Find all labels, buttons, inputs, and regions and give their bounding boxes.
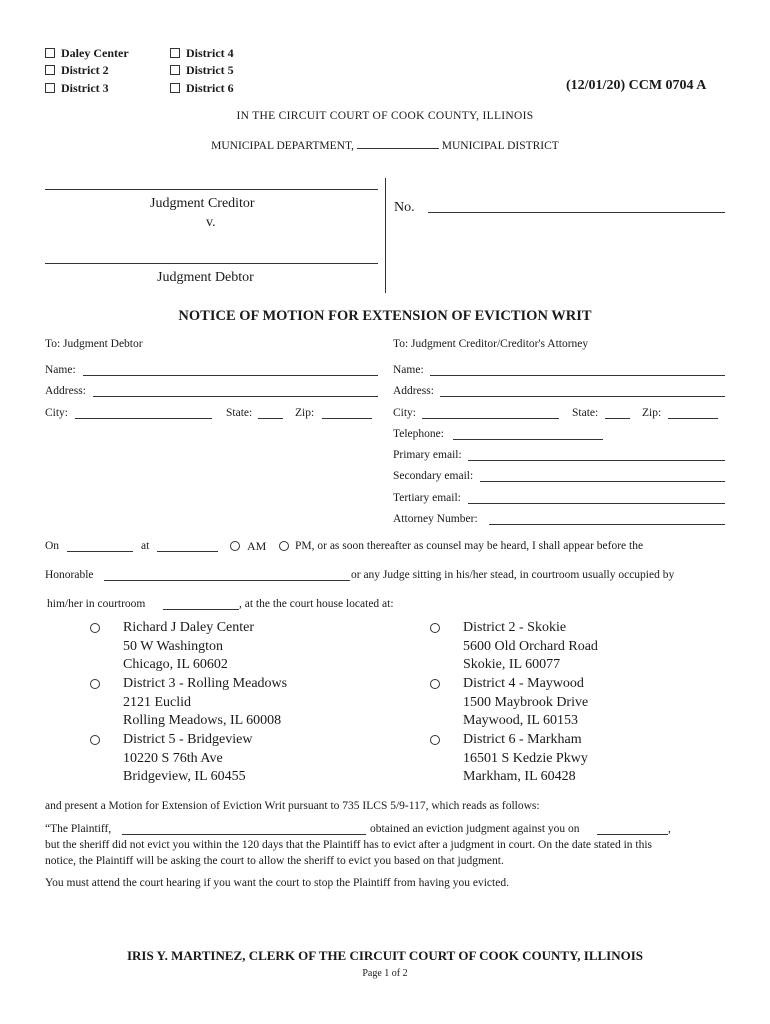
debtor-zip-field[interactable]: [322, 418, 372, 419]
attend-text: You must attend the court hearing if you want the court to stop the Plaintiff from having you evicted.: [45, 877, 509, 889]
telephone-label: Telephone:: [393, 428, 444, 440]
courthouse-radio-daley[interactable]: [90, 623, 100, 633]
judgment-date-field[interactable]: [597, 834, 668, 835]
versus-label: v.: [206, 215, 216, 230]
court-title: IN THE CIRCUIT COURT OF COOK COUNTY, ILLINOIS: [236, 110, 534, 122]
creditor-city-field[interactable]: [422, 418, 559, 419]
creditor-address-field[interactable]: [440, 396, 725, 397]
checkbox-district-4[interactable]: District 4: [170, 46, 234, 61]
checkbox-district-6[interactable]: District 6: [170, 81, 234, 96]
courthouse-rolling-meadows: District 3 - Rolling Meadows 2121 Euclid Rolling Meadows, IL 60008: [123, 676, 288, 728]
telephone-field[interactable]: [453, 439, 603, 440]
debtor-name-label: Name:: [45, 364, 76, 376]
case-number-field[interactable]: [428, 212, 725, 213]
creditor-line[interactable]: [45, 189, 378, 190]
courthouse-text: , at the the court house located at:: [239, 598, 394, 610]
debtor-line[interactable]: [45, 263, 378, 264]
clerk-footer: IRIS Y. MARTINEZ, CLERK OF THE CIRCUIT COURT OF COOK COUNTY, ILLINOIS: [126, 948, 644, 963]
form-code: (12/01/20) CCM 0704 A: [566, 78, 707, 93]
debtor-name-field[interactable]: [83, 375, 378, 376]
courthouse-radio-rolling-meadows[interactable]: [90, 679, 100, 689]
secondary-email-label: Secondary email:: [393, 470, 474, 482]
pm-radio[interactable]: [279, 541, 289, 551]
on-label: On: [45, 540, 60, 552]
am-radio[interactable]: [230, 541, 240, 551]
secondary-email-field[interactable]: [480, 481, 725, 482]
honorable-label: Honorable: [45, 569, 94, 581]
courthouse-maywood: District 4 - Maywood 1500 Maybrook Drive Maywood, IL 60153: [463, 676, 589, 728]
caption-divider: [385, 178, 386, 293]
at-label: at: [141, 540, 150, 552]
quote-mid: obtained an eviction judgment against you on: [370, 823, 580, 835]
primary-email-label: Primary email:: [393, 449, 462, 461]
courthouse-radio-bridgeview[interactable]: [90, 735, 100, 745]
debtor-address-field[interactable]: [93, 396, 378, 397]
courthouse-markham: District 6 - Markham 16501 S Kedzie Pkwy Markham, IL 60428: [463, 732, 588, 784]
tertiary-email-label: Tertiary email:: [393, 492, 461, 504]
quote-line-3: notice, the Plaintiff will be asking the court to allow the sheriff to evict you based on that judgment.: [45, 855, 504, 867]
checkbox-district-2[interactable]: District 2: [45, 63, 109, 78]
checkbox-box[interactable]: [170, 83, 180, 93]
to-creditor-label: To: Judgment Creditor/Creditor's Attorney: [393, 338, 589, 350]
attorney-number-field[interactable]: [489, 524, 725, 525]
courthouse-bridgeview: District 5 - Bridgeview 10220 S 76th Ave Bridgeview, IL 60455: [123, 732, 253, 784]
to-debtor-label: To: Judgment Debtor: [45, 338, 143, 350]
checkbox-box[interactable]: [45, 83, 55, 93]
checkbox-district-3[interactable]: District 3: [45, 81, 109, 96]
primary-email-field[interactable]: [468, 460, 725, 461]
creditor-zip-field[interactable]: [668, 418, 718, 419]
courthouse-daley: Richard J Daley Center 50 W Washington Chicago, IL 60602: [123, 620, 255, 672]
creditor-state-field[interactable]: [605, 418, 630, 419]
judge-name-field[interactable]: [104, 580, 350, 581]
courthouse-skokie: District 2 - Skokie 5600 Old Orchard Road Skokie, IL 60077: [463, 620, 598, 672]
notice-title: NOTICE OF MOTION FOR EXTENSION OF EVICTION WRIT: [178, 308, 592, 324]
page-number: Page 1 of 2: [362, 968, 408, 979]
department-line: MUNICIPAL DEPARTMENT, MUNICIPAL DISTRICT: [0, 137, 770, 152]
creditor-address-label: Address:: [393, 385, 434, 397]
checkbox-box[interactable]: [170, 65, 180, 75]
debtor-state-field[interactable]: [258, 418, 283, 419]
attorney-number-label: Attorney Number:: [393, 513, 478, 525]
district-field[interactable]: [357, 137, 439, 149]
checkbox-district-5[interactable]: District 5: [170, 63, 234, 78]
judgment-creditor-label: Judgment Creditor: [150, 196, 255, 211]
checkbox-box[interactable]: [45, 48, 55, 58]
courthouse-radio-markham[interactable]: [430, 735, 440, 745]
present-text: and present a Motion for Extension of Eviction Writ pursuant to 735 ILCS 5/9-117, which reads as follows:: [45, 800, 540, 812]
checkbox-box[interactable]: [170, 48, 180, 58]
courtroom-field[interactable]: [163, 609, 239, 610]
debtor-city-label: City:: [45, 407, 69, 419]
hearing-time-field[interactable]: [157, 551, 218, 552]
debtor-city-field[interactable]: [75, 418, 212, 419]
creditor-zip-label: Zip:: [642, 407, 662, 419]
courthouse-radio-skokie[interactable]: [430, 623, 440, 633]
quote-line-2: but the sheriff did not evict you within the 120 days that the Plaintiff has to evict after a judgment in court. On the date stated in this: [45, 839, 653, 851]
creditor-city-label: City:: [393, 407, 417, 419]
courtroom-label: him/her in courtroom: [47, 598, 146, 610]
debtor-address-label: Address:: [45, 385, 86, 397]
courthouse-radio-maywood[interactable]: [430, 679, 440, 689]
creditor-name-field[interactable]: [430, 375, 725, 376]
debtor-zip-label: Zip:: [295, 407, 315, 419]
judge-text: or any Judge sitting in his/her stead, in courtroom usually occupied by: [351, 569, 675, 581]
creditor-name-label: Name:: [393, 364, 424, 376]
case-number-label: No.: [394, 200, 415, 215]
plaintiff-name-field[interactable]: [122, 834, 366, 835]
am-label: AM: [247, 539, 267, 553]
judgment-debtor-label: Judgment Debtor: [157, 270, 254, 285]
tertiary-email-field[interactable]: [468, 503, 725, 504]
pm-text: PM, or as soon thereafter as counsel may be heard, I shall appear before the: [295, 540, 644, 552]
quote-start: “The Plaintiff,: [45, 823, 112, 835]
quote-end: ,: [668, 823, 671, 835]
checkbox-box[interactable]: [45, 65, 55, 75]
creditor-state-label: State:: [572, 407, 599, 419]
checkbox-daley-center[interactable]: Daley Center: [45, 46, 129, 61]
hearing-date-field[interactable]: [67, 551, 133, 552]
debtor-state-label: State:: [226, 407, 253, 419]
